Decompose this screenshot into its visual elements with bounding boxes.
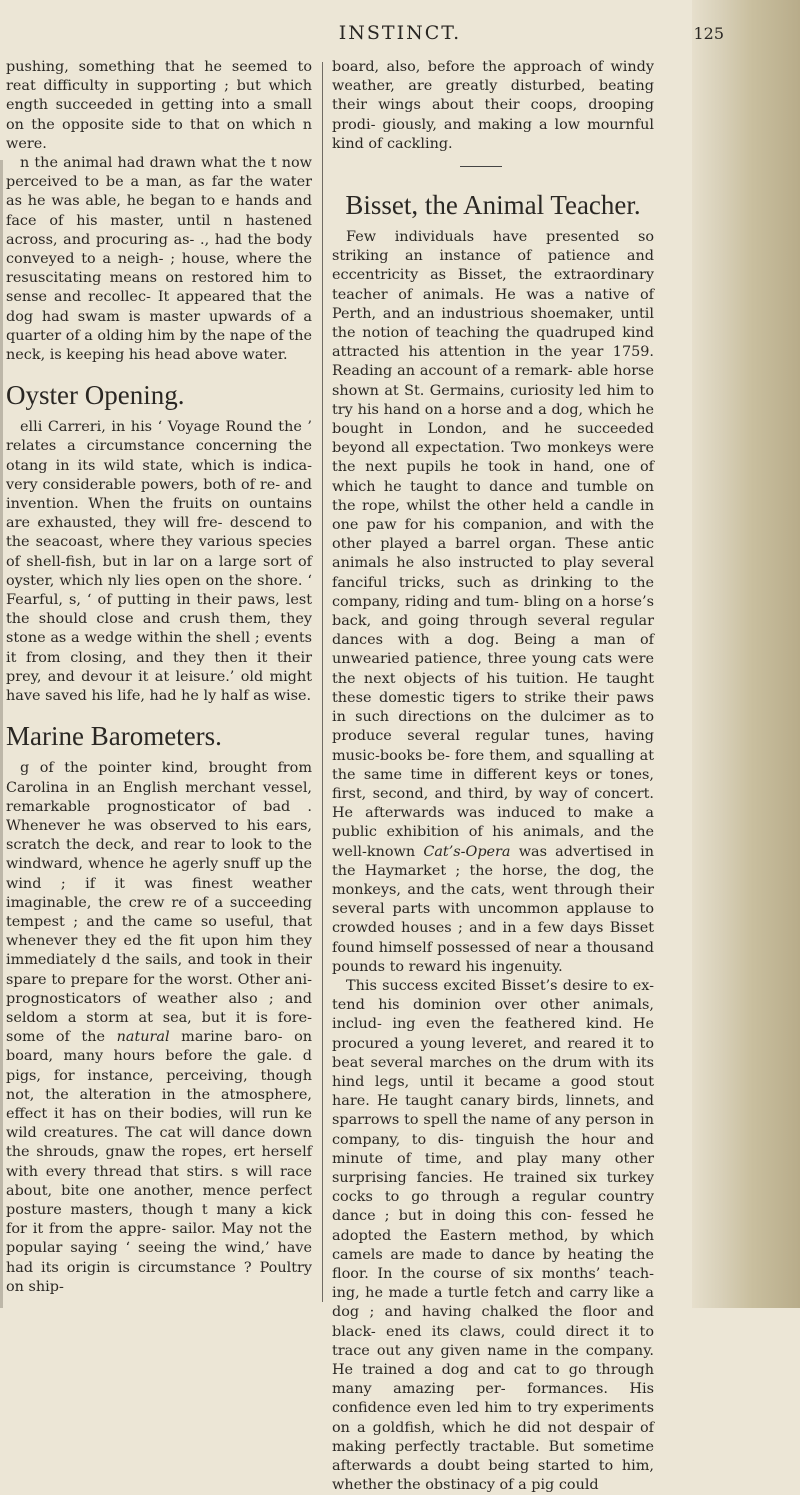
marine-natural-italic: natural xyxy=(116,1029,170,1046)
page-number: 125 xyxy=(693,24,724,43)
left-column xyxy=(6,58,312,1297)
marine-text-b: marine baro- on board, many hours before the gale. d pigs, for instance, perceiving, though not, the alteration in the atmosphere, effect it has on their bodies, will run ke wild creatures. The cat will dance down the shrouds, gnaw the ropes, ert herself with every thread that stirs. s will race about, bite one another, mence perfect posture masters, though t many a kick for it from the appre- sailor. May not the popular saying ‘ seeing the wind,’ have had its origin is circumstance ? Poultry on ship- xyxy=(6,1029,312,1295)
intro-paragraph-2: n the animal had drawn what the t now perceived to be a man, as far the water as he was able, he began to e hands and face of his master, until n hastened across, and procuring as- ., had the body conveyed to a neigh- ; house, where the resuscitating means on restored him to sense and recollec- It appeared that the dog had swam is master upwards of a quarter of a olding him by the nape of the neck, is keeping his head above water. xyxy=(6,155,312,364)
page-edge-shadow xyxy=(692,0,800,1308)
running-header xyxy=(0,22,800,52)
cats-opera-italic: Cat’s-Opera xyxy=(423,843,511,860)
bisset-paragraph xyxy=(332,228,654,977)
marine-paragraph xyxy=(6,759,312,1297)
marine-heading: Marine Barometers. xyxy=(6,721,222,752)
success-paragraph: This success excited Bisset’s desire to ex- tend his dominion over other animals, includ- ing even the feathered kind. He procured a young leveret, and reared it to beat several marches on the drum with its hind legs, until it became a good stout hare. He taught canary birds, linnets, and sparrows to spell the name of any person in company, to dis- tinguish the hour and minute of time, and play many other surprising fancies. He trained six turkey cocks to go through a regular country dance ; but in doing this con- fessed he adopted the Eastern method, by which camels are made to dance by heating the floor. In the course of six months’ teach- ing, he made a turtle fetch and carry like a dog ; and having chalked the floor and black- ened its claws, could direct it to trace out any given name in the company. He trained a dog and cat to go through many amazing per- formances. His confidence even led him to try experiments on a goldfish, which he did not despair of making perfectly tractable. But sometime afterwards a doubt being started to him, whether the obstinacy of a pig could xyxy=(332,977,654,1494)
bisset-text-b: was advertised in the Haymarket ; the horse, the dog, the monkeys, and the cats, went through their several parts with uncommon applause to crowded houses ; and in a few days Bisset found himself possessed of near a thousand pounds to reward his ingenuity. xyxy=(332,843,655,975)
poultry-paragraph: board, also, before the approach of windy weather, are greatly disturbed, beating their wings about their coops, drooping prodi- giously, and making a low mournful kind of cackling. xyxy=(332,59,654,152)
marine-text-a: g of the pointer kind, brought from Carolina in an English merchant vessel, remarkable prognosticator of bad . Whenever he was observed to his ears, scratch the deck, and rear to look to the windward, whence he agerly snuff up the wind ; if it was finest weather imaginable, the crew re of a succeeding tempest ; and the came so useful, that whenever they ed the fit upon him they immediately d the sails, and took in their spare to prepare for the worst. Other ani- prognosticators of weather also ; and seldom a storm at sea, but it is fore- some of the xyxy=(6,760,312,1046)
oyster-paragraph: elli Carreri, in his ‘ Voyage Round the ’ relates a circumstance concerning the otang in its wild state, which is indica- very considerable powers, both of re- and invention. When the fruits on ountains are exhausted, they will fre- descend to the seacoast, where they various species of shell-fish, but in lar on a large sort of oyster, which nly lies open on the shore. ‘ Fearful, s, ‘ of putting in their paws, lest the should close and crush them, they stone as a wedge within the shell ; events it from closing, and they then it their prey, and devour it at leisure.’ old might have saved his life, had he ly half as wise. xyxy=(6,419,312,705)
section-rule xyxy=(460,166,502,167)
bisset-heading: Bisset, the Animal Teacher. xyxy=(345,190,641,221)
intro-paragraph: pushing, something that he seemed to reat difficulty in supporting ; but which ength succeeded in getting into a small on the opposite side to that on which n were. xyxy=(6,59,312,152)
column-divider xyxy=(322,62,323,1302)
page-title: INSTINCT. xyxy=(338,22,462,44)
bisset-text-a: Few individuals have presented so striking an instance of patience and eccentricity as Bisset, the extraordinary teacher of animals. He was a native of Perth, and an industrious shoemaker, until the notion of teaching the quadruped kind attracted his attention in the year 1759. Reading an account of a remark- able horse shown at St. Germains, curiosity led him to try his hand on a horse and a dog, which he bought in London, and he succeeded beyond all expectation. Two monkeys were the next pupils he took in hand, one of which he taught to dance and tumble on the rope, whilst the other held a candle in one paw for his companion, and with the other played a barrel organ. These antic animals he also instructed to play several fanciful tricks, such as drinking to the company, riding and tum- bling on a horse’s back, and going through several regular dances with a dog. Being a man of unwearied patience, three young cats were the next objects of his tuition. He taught these domestic tigers to strike their paws in such directions on the dulcimer as to produce several regular tunes, having music-books be- fore them, and squalling at the same time in different keys or tones, first, second, and third, by way of concert. He afterwards was induced to make a public exhibition of his animals, and the well-known xyxy=(332,229,654,860)
oyster-heading: Oyster Opening. xyxy=(6,380,185,411)
left-margin-rule xyxy=(0,160,3,1308)
right-column xyxy=(332,58,654,1495)
